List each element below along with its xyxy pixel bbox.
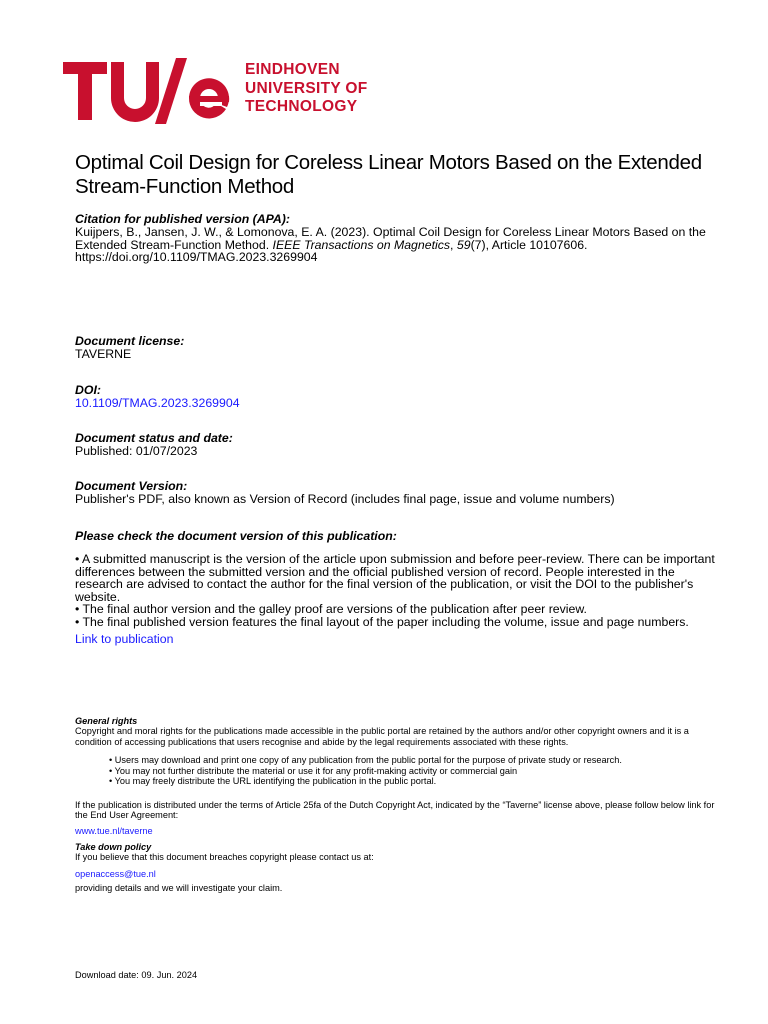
status-value: Published: 01/07/2023 — [75, 444, 198, 458]
rights-item-1: • Users may download and print one copy of any publication from the public portal for the purpose of private study or research. — [109, 755, 720, 766]
citation-text — [75, 226, 725, 264]
rights-item-2: • You may not further distribute the material or use it for any profit-making activity or commercial gain — [109, 766, 720, 777]
general-rights-section — [75, 716, 720, 836]
general-rights-list — [75, 755, 720, 787]
citation-journal: IEEE Transactions on Magnetics — [272, 237, 451, 252]
rights-item-3: • You may freely distribute the URL identifying the publication in the public portal. — [109, 776, 720, 787]
take-down-text: If you believe that this document breaches copyright please contact us at: — [75, 852, 374, 862]
license-label: Document license: — [75, 334, 185, 348]
university-name — [245, 61, 367, 117]
status-section — [75, 432, 725, 458]
openaccess-email-link[interactable]: openaccess@tue.nl — [75, 868, 156, 879]
doi-section — [75, 384, 725, 410]
take-down-section — [75, 842, 725, 894]
taverne-link[interactable]: www.tue.nl/taverne — [75, 825, 153, 836]
version-value: Publisher's PDF, also known as Version of Record (includes final page, issue and volume numbers) — [75, 492, 615, 506]
university-name-line2: UNIVERSITY OF — [245, 79, 368, 97]
status-label: Document status and date: — [75, 431, 233, 445]
tue-logo-mark-icon — [63, 58, 233, 124]
version-label: Document Version: — [75, 479, 188, 493]
citation-issue-article: (7), Article 10107606. — [470, 237, 588, 252]
version-check-bullet-1: • A submitted manuscript is the version of the article upon submission and before peer-review. There can be important differences between the submitted version and the official published version of record. People interested in the research are advised to contact the author for the final version of the publication, or visit the DOI to the publisher's website. — [75, 552, 715, 604]
license-value: TAVERNE — [75, 347, 132, 361]
university-name-line1: EINDHOVEN — [245, 61, 340, 78]
general-rights-text: Copyright and moral rights for the publications made accessible in the public portal are retained by the authors and/or other copyright owners and it is a condition of accessing publications that users recognise and abide by the legal requirements associated with these rights. — [75, 726, 689, 747]
license-section — [75, 335, 725, 361]
take-down-label: Take down policy — [75, 842, 152, 852]
university-name-line3: TECHNOLOGY — [245, 98, 358, 115]
version-section — [75, 480, 725, 506]
general-rights-label: General rights — [75, 716, 138, 726]
citation-separator: , — [450, 237, 457, 252]
citation-authors: Kuijpers, B., Jansen, J. W., & Lomonova, E. A. (2023). Optimal Coil Design for Coreless Linear Motors Based on the Extended Stream-Function Method. — [75, 225, 706, 252]
version-check-bullet-2: • The final author version and the galley proof are versions of the publication after peer review. — [75, 602, 587, 616]
citation-volume: 59 — [456, 237, 471, 252]
version-check-label: Please check the document version of this publication: — [75, 529, 397, 543]
citation-doi-url: https://doi.org/10.1109/TMAG.2023.3269904 — [75, 250, 318, 264]
doi-label: DOI: — [75, 383, 101, 397]
version-check-section — [75, 530, 725, 646]
tue-logo — [63, 58, 393, 128]
document-title: Optimal Coil Design for Coreless Linear Motors Based on the Extended Stream-Function Method — [75, 151, 702, 198]
doi-link[interactable]: 10.1109/TMAG.2023.3269904 — [75, 396, 240, 410]
link-to-publication[interactable]: Link to publication — [75, 632, 174, 646]
take-down-after: providing details and we will investigate your claim. — [75, 883, 283, 893]
taverne-text: If the publication is distributed under the terms of Article 25fa of the Dutch Copyright Act, indicated by the “Taverne” license above, please follow below link for the End User Agreement: — [75, 799, 715, 820]
download-date: Download date: 09. Jun. 2024 — [75, 970, 198, 980]
citation-section — [75, 213, 725, 264]
citation-label: Citation for published version (APA): — [75, 212, 290, 226]
version-check-bullet-3: • The final published version features the final layout of the paper including the volume, issue and page numbers. — [75, 614, 689, 629]
